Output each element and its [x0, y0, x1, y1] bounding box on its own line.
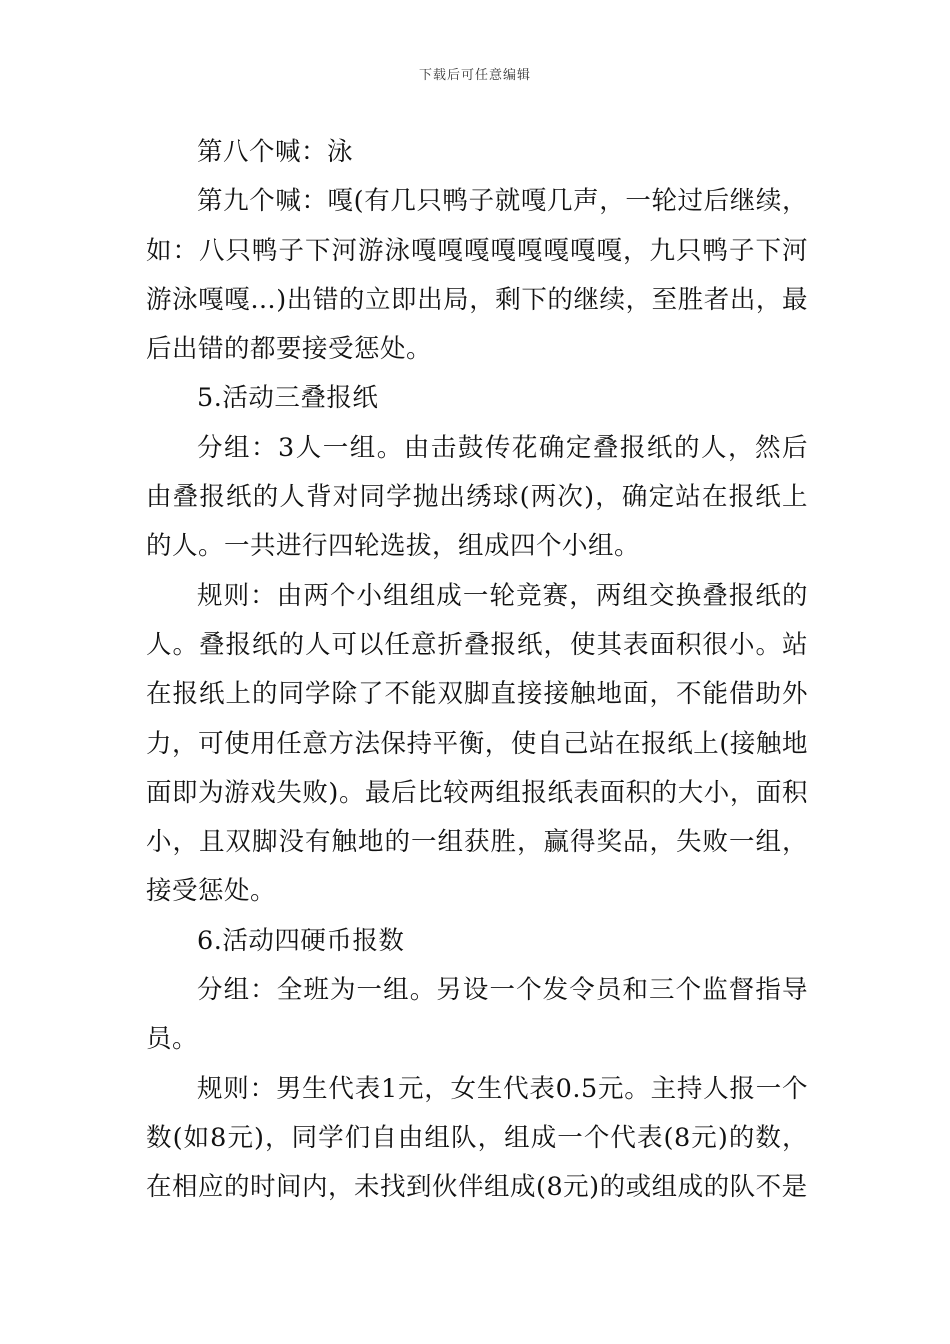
paragraph-activity-four-rules: 规则：男生代表1元，女生代表0.5元。主持人报一个数(如8元)，同学们自由组队，组成一个代表(8元)的数，在相应的时间内，未找到伙伴组成(8元)的或组成的队不是 — [146, 1073, 808, 1203]
document-body — [146, 128, 808, 1213]
section-heading-activity-four: 6.活动四硬币报数 — [197, 925, 405, 956]
page-header: 下载后可任意编辑 — [418, 68, 531, 83]
paragraph-shout-eighth: 第八个喊：泳 — [197, 137, 354, 167]
paragraph-shout-ninth: 第九个喊：嘎(有几只鸭子就嘎几声，一轮过后继续，如：八只鸭子下河游泳嘎嘎嘎嘎嘎嘎嘎嘎，九只鸭子下河游泳嘎嘎…)出错的立即出局，剩下的继续，至胜者出，最后出错的都要接受惩处。 — [146, 186, 808, 365]
paragraph-activity-three-grouping: 分组：3人一组。由击鼓传花确定叠报纸的人，然后由叠报纸的人背对同学抛出绣球(两次)，确定站在报纸上的人。一共进行四轮选拔，组成四个小组。 — [146, 432, 808, 562]
section-heading-activity-three: 5.活动三叠报纸 — [197, 383, 379, 414]
paragraph-activity-four-grouping: 分组：全班为一组。另设一个发令员和三个监督指导员。 — [146, 975, 808, 1055]
paragraph-activity-three-rules: 规则：由两个小组组成一轮竞赛，两组交换叠报纸的人。叠报纸的人可以任意折叠报纸，使其表面积很小。站在报纸上的同学除了不能双脚直接接触地面，不能借助外力，可使用任意方法保持平衡，使自己站在报纸上(接触地面即为游戏失败)。最后比较两组报纸表面积的大小，面积小，且双脚没有触地的一组获胜，赢得奖品，失败一组，接受惩处。 — [146, 580, 808, 907]
